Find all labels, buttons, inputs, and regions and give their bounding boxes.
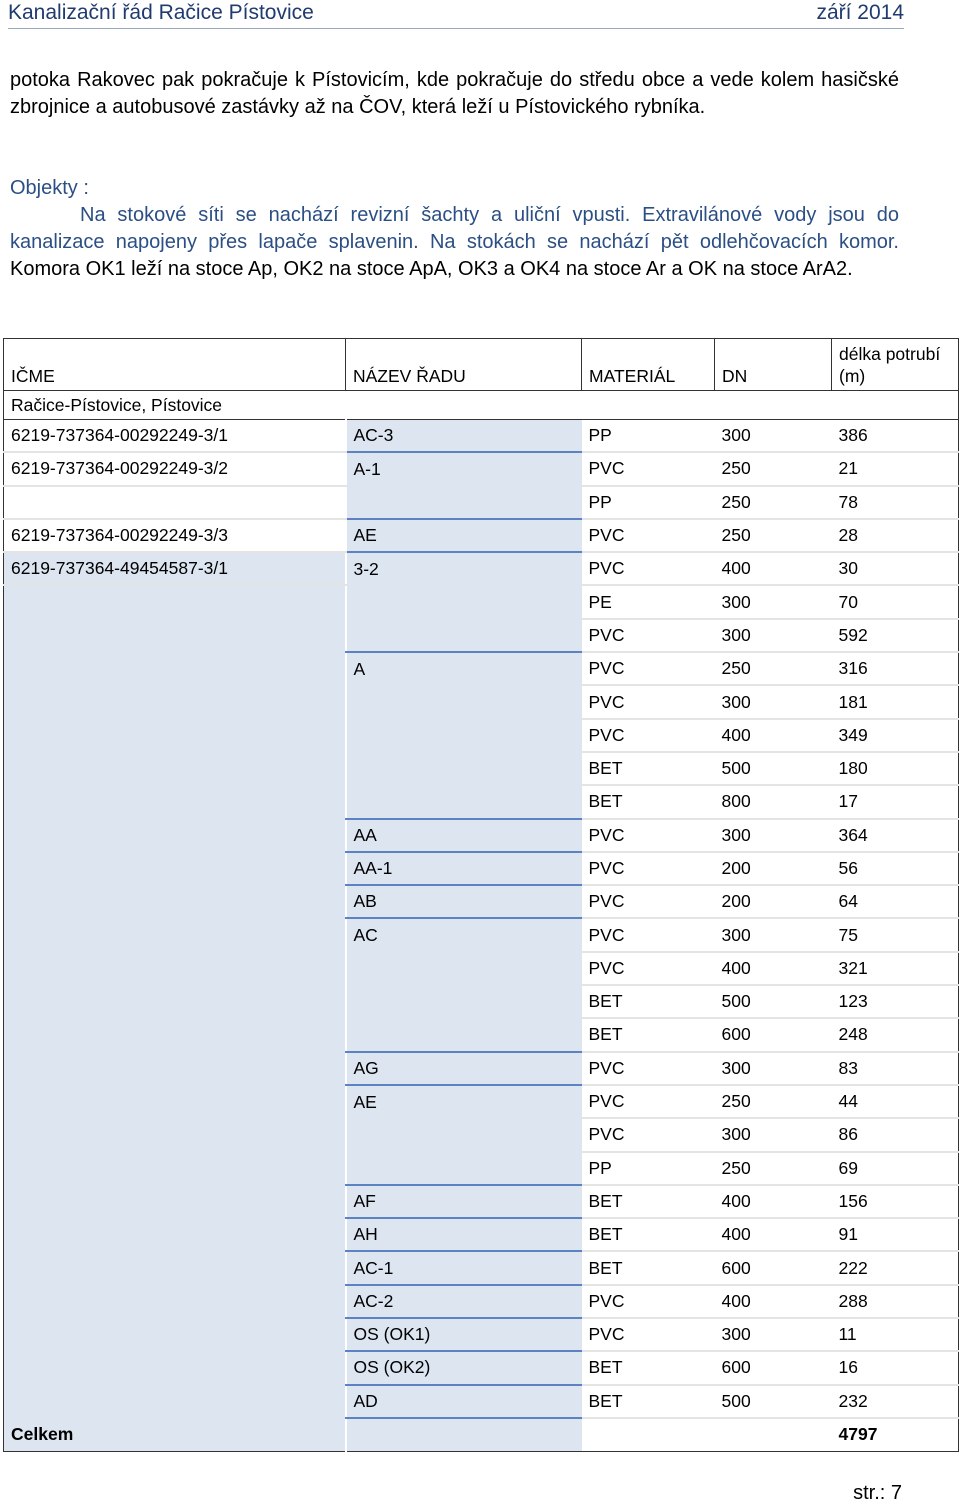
table-row [4, 1085, 959, 1118]
cell-delka: 91 [832, 1218, 959, 1251]
table-row [4, 952, 959, 985]
cell-nazev [346, 1118, 582, 1151]
cell-dn: 400 [715, 1218, 832, 1251]
cell-dn: 600 [715, 1018, 832, 1051]
cell-delka: 248 [832, 1018, 959, 1051]
cell-delka: 232 [832, 1385, 959, 1418]
cell-nazev [346, 719, 582, 752]
table-row [4, 519, 959, 552]
cell-material: BET [582, 1185, 715, 1218]
cell-dn: 400 [715, 1285, 832, 1318]
section-label: Račice-Pístovice, Pístovice [4, 391, 959, 420]
cell-delka: 83 [832, 1052, 959, 1085]
cell-icme [4, 985, 346, 1018]
table-row [4, 752, 959, 785]
cell-material: PVC [582, 918, 715, 951]
cell-material: PVC [582, 952, 715, 985]
objekty-text-blue: Na stokové síti se nachází revizní šachty a uliční vpusti. Extravilánové vody jsou do kanalizace napojeny přes lapače splavenin. Na stokách se nachází pět odlehčovacích komor. [10, 204, 899, 253]
cell-delka: 86 [832, 1118, 959, 1151]
cell-delka: 17 [832, 785, 959, 818]
cell-nazev: AE [346, 1085, 582, 1118]
cell-material: PVC [582, 452, 715, 485]
table-row [4, 885, 959, 918]
table-row [4, 719, 959, 752]
cell-dn: 300 [715, 619, 832, 652]
cell-material: PVC [582, 619, 715, 652]
table-row [4, 1018, 959, 1051]
cell-icme: 6219-737364-00292249-3/3 [4, 519, 346, 552]
col-header-material: MATERIÁL [582, 339, 715, 391]
cell-icme [4, 819, 346, 852]
cell-nazev [346, 752, 582, 785]
cell-dn: 400 [715, 719, 832, 752]
cell-material: PVC [582, 519, 715, 552]
table-row [4, 785, 959, 818]
cell-icme [4, 1018, 346, 1051]
cell-nazev: AA [346, 819, 582, 852]
cell-delka: 21 [832, 452, 959, 485]
cell-material: BET [582, 1351, 715, 1384]
cell-dn: 400 [715, 952, 832, 985]
cell-material: PP [582, 420, 715, 453]
cell-delka: 78 [832, 486, 959, 519]
cell-icme [4, 1318, 346, 1351]
cell-icme [4, 619, 346, 652]
cell-icme [4, 1152, 346, 1185]
cell-delka: 364 [832, 819, 959, 852]
cell-material: BET [582, 1018, 715, 1051]
cell-material: PP [582, 1152, 715, 1185]
page-number: str.: 7 [853, 1482, 902, 1504]
cell-icme [4, 652, 346, 685]
cell-dn: 250 [715, 1152, 832, 1185]
cell-delka: 16 [832, 1351, 959, 1384]
cell-material: BET [582, 1385, 715, 1418]
cell-material: PE [582, 585, 715, 618]
cell-delka: 28 [832, 519, 959, 552]
section-row [4, 391, 959, 420]
cell-nazev [346, 785, 582, 818]
cell-material: BET [582, 785, 715, 818]
cell-nazev: AE [346, 519, 582, 552]
cell-icme [4, 1085, 346, 1118]
cell-dn: 400 [715, 1185, 832, 1218]
intro-paragraph: potoka Rakovec pak pokračuje k Pístovicím, kde pokračuje do středu obce a vede kolem hasičské zbrojnice a autobusové zastávky až na ČOV, která leží u Pístovického rybníka. [10, 69, 899, 118]
col-header-dn: DN [715, 339, 832, 391]
cell-dn: 250 [715, 452, 832, 485]
cell-nazev: AG [346, 1052, 582, 1085]
cell-material: PVC [582, 1285, 715, 1318]
cell-icme [4, 1118, 346, 1151]
cell-nazev: AF [346, 1185, 582, 1218]
cell-nazev: AH [346, 1218, 582, 1251]
cell-dn: 500 [715, 752, 832, 785]
total-value: 4797 [832, 1418, 959, 1452]
cell-material: PVC [582, 1052, 715, 1085]
cell-dn: 500 [715, 1385, 832, 1418]
table-header-row [4, 339, 959, 391]
cell-material: PVC [582, 552, 715, 585]
cell-dn: 300 [715, 420, 832, 453]
cell-material: PVC [582, 819, 715, 852]
cell-delka: 386 [832, 420, 959, 453]
cell-delka: 316 [832, 652, 959, 685]
cell-nazev: A [346, 652, 582, 685]
cell-icme [4, 1052, 346, 1085]
cell-icme [4, 1251, 346, 1284]
table-row [4, 652, 959, 685]
cell-dn: 300 [715, 585, 832, 618]
cell-material: PVC [582, 1118, 715, 1151]
col-header-icme: IČME [4, 339, 346, 391]
cell-delka: 64 [832, 885, 959, 918]
total-row [4, 1418, 959, 1452]
table-row [4, 1118, 959, 1151]
cell-dn: 300 [715, 1318, 832, 1351]
cell-material: PVC [582, 1318, 715, 1351]
col-header-delka: délka potrubí (m) [832, 339, 959, 391]
cell-nazev: OS (OK1) [346, 1318, 582, 1351]
cell-icme: 6219-737364-49454587-3/1 [4, 552, 346, 585]
cell-delka: 11 [832, 1318, 959, 1351]
cell-icme [4, 1218, 346, 1251]
table-row [4, 819, 959, 852]
cell-nazev [346, 952, 582, 985]
cell-dn: 300 [715, 1052, 832, 1085]
cell-nazev: AD [346, 1385, 582, 1418]
cell-dn: 300 [715, 1118, 832, 1151]
objekty-heading: Objekty : [10, 177, 89, 199]
cell-delka: 181 [832, 685, 959, 718]
cell-delka: 321 [832, 952, 959, 985]
table-row [4, 1285, 959, 1318]
cell-icme [4, 952, 346, 985]
document-date: září 2014 [816, 1, 904, 24]
cell-delka: 180 [832, 752, 959, 785]
cell-icme [4, 1285, 346, 1318]
cell-delka: 70 [832, 585, 959, 618]
total-empty [582, 1418, 715, 1452]
table-row [4, 1351, 959, 1384]
table-row [4, 985, 959, 1018]
cell-icme [4, 685, 346, 718]
cell-material: PP [582, 486, 715, 519]
table-row [4, 452, 959, 485]
cell-delka: 123 [832, 985, 959, 1018]
cell-icme: 6219-737364-00292249-3/1 [4, 420, 346, 453]
cell-nazev: A-1 [346, 452, 582, 485]
table-row [4, 420, 959, 453]
cell-material: BET [582, 1251, 715, 1284]
cell-material: PVC [582, 685, 715, 718]
cell-dn: 600 [715, 1351, 832, 1384]
cell-nazev: OS (OK2) [346, 1351, 582, 1384]
cell-nazev: AB [346, 885, 582, 918]
table-row [4, 685, 959, 718]
cell-dn: 250 [715, 486, 832, 519]
cell-dn: 800 [715, 785, 832, 818]
cell-icme [4, 885, 346, 918]
total-empty [346, 1418, 582, 1452]
cell-nazev: AC-3 [346, 420, 582, 453]
table-row [4, 486, 959, 519]
cell-material: PVC [582, 1085, 715, 1118]
cell-dn: 300 [715, 685, 832, 718]
cell-icme [4, 486, 346, 519]
cell-icme [4, 785, 346, 818]
cell-delka: 75 [832, 918, 959, 951]
table-row [4, 1318, 959, 1351]
cell-material: PVC [582, 885, 715, 918]
table-row [4, 1251, 959, 1284]
cell-icme [4, 585, 346, 618]
table-row [4, 918, 959, 951]
cell-dn: 250 [715, 652, 832, 685]
cell-nazev [346, 585, 582, 618]
cell-material: BET [582, 1218, 715, 1251]
cell-delka: 69 [832, 1152, 959, 1185]
objekty-text-black: Komora OK1 leží na stoce Ap, OK2 na stoce ApA, OK3 a OK4 na stoce Ar a OK na stoce ArA2. [10, 258, 853, 280]
cell-delka: 288 [832, 1285, 959, 1318]
objekty-paragraph [10, 202, 899, 283]
table-row [4, 1185, 959, 1218]
cell-nazev [346, 685, 582, 718]
cell-dn: 500 [715, 985, 832, 1018]
cell-nazev [346, 1018, 582, 1051]
col-header-nazev: NÁZEV ŘADU [346, 339, 582, 391]
cell-material: BET [582, 985, 715, 1018]
cell-delka: 44 [832, 1085, 959, 1118]
cell-nazev: AA-1 [346, 852, 582, 885]
cell-dn: 200 [715, 885, 832, 918]
cell-delka: 56 [832, 852, 959, 885]
cell-icme: 6219-737364-00292249-3/2 [4, 452, 346, 485]
cell-delka: 156 [832, 1185, 959, 1218]
cell-icme [4, 719, 346, 752]
cell-material: PVC [582, 652, 715, 685]
cell-nazev [346, 619, 582, 652]
cell-delka: 592 [832, 619, 959, 652]
cell-icme [4, 1351, 346, 1384]
cell-dn: 300 [715, 819, 832, 852]
cell-dn: 400 [715, 552, 832, 585]
cell-material: BET [582, 752, 715, 785]
table-row [4, 1052, 959, 1085]
cell-dn: 300 [715, 918, 832, 951]
table-row [4, 552, 959, 585]
table-row [4, 585, 959, 618]
cell-icme [4, 1185, 346, 1218]
page-header [8, 0, 904, 29]
total-label: Celkem [4, 1418, 346, 1452]
cell-material: PVC [582, 852, 715, 885]
cell-icme [4, 752, 346, 785]
table-row [4, 1385, 959, 1418]
cell-dn: 600 [715, 1251, 832, 1284]
cell-nazev: AC-1 [346, 1251, 582, 1284]
cell-icme [4, 1385, 346, 1418]
cell-dn: 200 [715, 852, 832, 885]
cell-nazev [346, 1152, 582, 1185]
table-row [4, 1218, 959, 1251]
cell-icme [4, 852, 346, 885]
cell-icme [4, 918, 346, 951]
table-row [4, 1152, 959, 1185]
cell-nazev: 3-2 [346, 552, 582, 585]
cell-delka: 222 [832, 1251, 959, 1284]
cell-nazev [346, 985, 582, 1018]
cell-dn: 250 [715, 1085, 832, 1118]
table-row [4, 619, 959, 652]
total-empty [715, 1418, 832, 1452]
cell-material: PVC [582, 719, 715, 752]
cell-nazev: AC [346, 918, 582, 951]
cell-nazev: AC-2 [346, 1285, 582, 1318]
cell-dn: 250 [715, 519, 832, 552]
sewer-table [3, 338, 959, 1452]
cell-delka: 349 [832, 719, 959, 752]
table-row [4, 852, 959, 885]
cell-nazev [346, 486, 582, 519]
document-title: Kanalizační řád Račice Pístovice [8, 1, 314, 24]
cell-delka: 30 [832, 552, 959, 585]
